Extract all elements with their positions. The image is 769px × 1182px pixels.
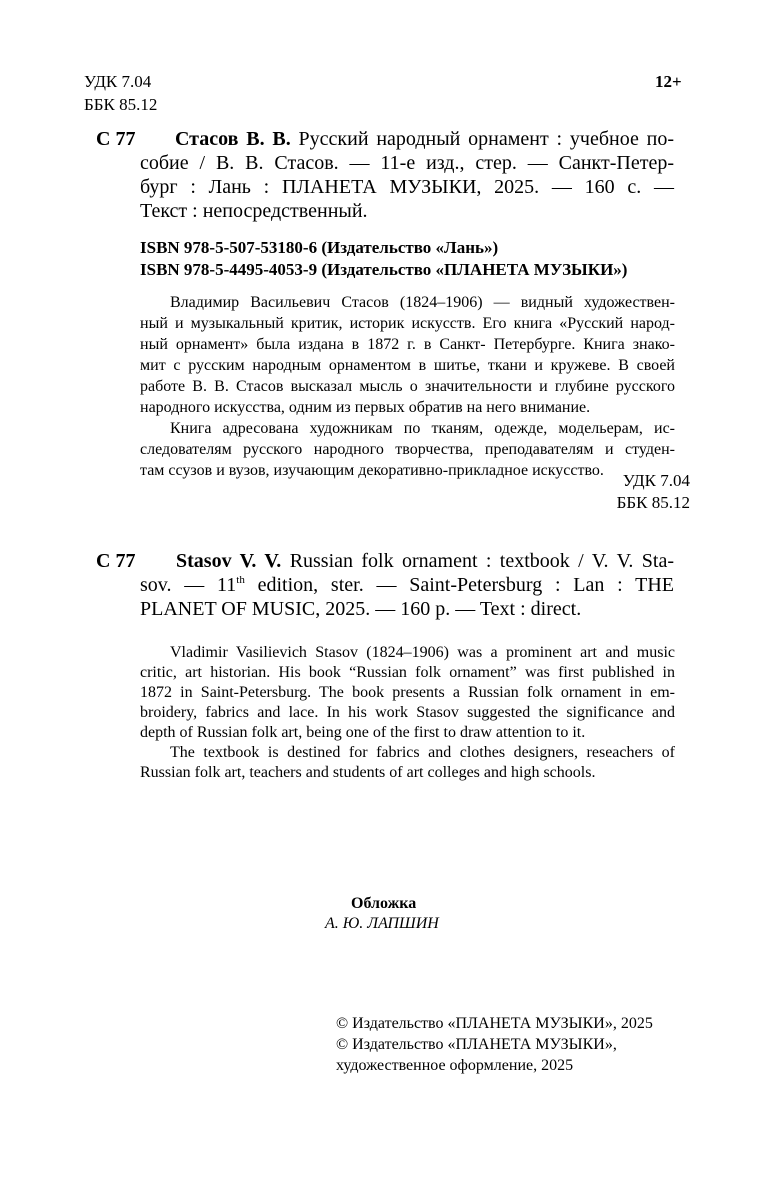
age-rating: 12+ — [655, 72, 682, 91]
ordinal-suffix: th — [236, 574, 245, 586]
ru-abstract-line: ный орнамент» была издана в 1872 г. в Санкт- Петербурге. Книга знако- — [140, 336, 675, 353]
ru-udk: УДК 7.04 — [622, 471, 690, 490]
en-abstract-line: Vladimir Vasilievich Stasov (1824–1906) was a prominent art and music — [170, 644, 675, 661]
ru-class-code: С 77 — [96, 128, 136, 150]
copyright-block — [336, 1013, 653, 1076]
en-abstract-line: broidery, fabrics and lace. In his work Stasov suggested the significance and — [140, 704, 675, 721]
ru-abstract-line: народного искусства, одним из первых обратив на него внимание. — [140, 399, 591, 416]
isbn-planeta: ISBN 978-5-4495-4053-9 (Издательство «ПЛАНЕТА МУЗЫКИ») — [140, 260, 628, 279]
ru-audience-line: там ссузов и вузов, изучающим декоративно-прикладное искусство. — [140, 462, 604, 479]
ru-abstract-line: Владимир Васильевич Стасов (1824–1906) — видный художествен- — [170, 294, 675, 311]
ru-abstract-line: работе В. В. Стасов высказал мысль о значительности и глубине русского — [140, 378, 675, 395]
ru-record-line-1: Стасов В. В. Русский народный орнамент : учебное по- — [175, 128, 675, 150]
cover-artist: А. Ю. ЛАПШИН — [325, 915, 439, 932]
en-audience-line: The textbook is destined for fabrics and clothes designers, reseachers of — [170, 744, 675, 761]
en-abstract-line: 1872 in Saint-Petersburg. The book presents a Russian folk ornament in em- — [140, 684, 675, 701]
ru-audience-line: Книга адресована художникам по тканям, одежде, модельерам, ис- — [170, 420, 675, 437]
en-abstract-line: depth of Russian folk art, being one of the first to draw attention to it. — [140, 724, 586, 741]
header-bbk: ББК 85.12 — [84, 95, 158, 114]
en-record-line-1: Stasov V. V. Russian folk ornament : textbook / V. V. Sta- — [176, 550, 675, 572]
en-abstract — [140, 643, 675, 783]
isbn-lan: ISBN 978-5-507-53180-6 (Издательство «Лань») — [140, 238, 499, 257]
cover-label: Обложка — [351, 895, 417, 912]
ru-record-line-3: бург : Лань : ПЛАНЕТА МУЗЫКИ, 2025. — 160 с. — — [140, 176, 674, 198]
ru-author: Стасов В. В. — [175, 128, 291, 150]
ru-abstract-line: мит с русским народным орнаментом в шитье, ткани и кружеве. В своей — [140, 357, 675, 374]
ru-audience-line: следователям русского народного творчества, преподавателям и студен- — [140, 441, 675, 458]
isbn-block — [140, 237, 627, 281]
ru-abstract-line: ный и музыкальный критик, историк искусств. Его книга «Русский народ- — [140, 315, 675, 332]
en-abstract-line: critic, art historian. His book “Russian folk ornament” was first published in — [140, 664, 675, 681]
copyright-line: художественное оформление, 2025 — [336, 1057, 574, 1074]
en-author: Stasov V. V. — [176, 550, 282, 572]
en-record-line-3: PLANET OF MUSIC, 2025. — 160 p. — Text : direct. — [140, 598, 582, 620]
en-record-text — [176, 549, 674, 573]
en-class-code: С 77 — [96, 550, 136, 572]
ru-record-text — [175, 127, 674, 151]
ru-bbk: ББК 85.12 — [616, 493, 690, 512]
en-audience-line: Russian folk art, teachers and students of art colleges and high schools. — [140, 764, 596, 781]
copyright-line: © Издательство «ПЛАНЕТА МУЗЫКИ», — [336, 1036, 617, 1053]
ru-record-line-4: Текст : непосредственный. — [140, 200, 368, 222]
en-record-continuation — [140, 573, 674, 621]
ru-record-line-2: собие / В. В. Стасов. — 11-е изд., стер. — Санкт-Петер- — [140, 152, 674, 174]
ru-record-continuation — [140, 151, 674, 223]
en-record-line-2: sov. — 11th edition, ster. — Saint-Petersburg : Lan : THE — [140, 574, 674, 596]
header-udk: УДК 7.04 — [84, 72, 152, 91]
ru-classification — [560, 470, 690, 514]
ru-abstract — [140, 292, 675, 481]
copyright-line: © Издательство «ПЛАНЕТА МУЗЫКИ», 2025 — [336, 1015, 653, 1032]
